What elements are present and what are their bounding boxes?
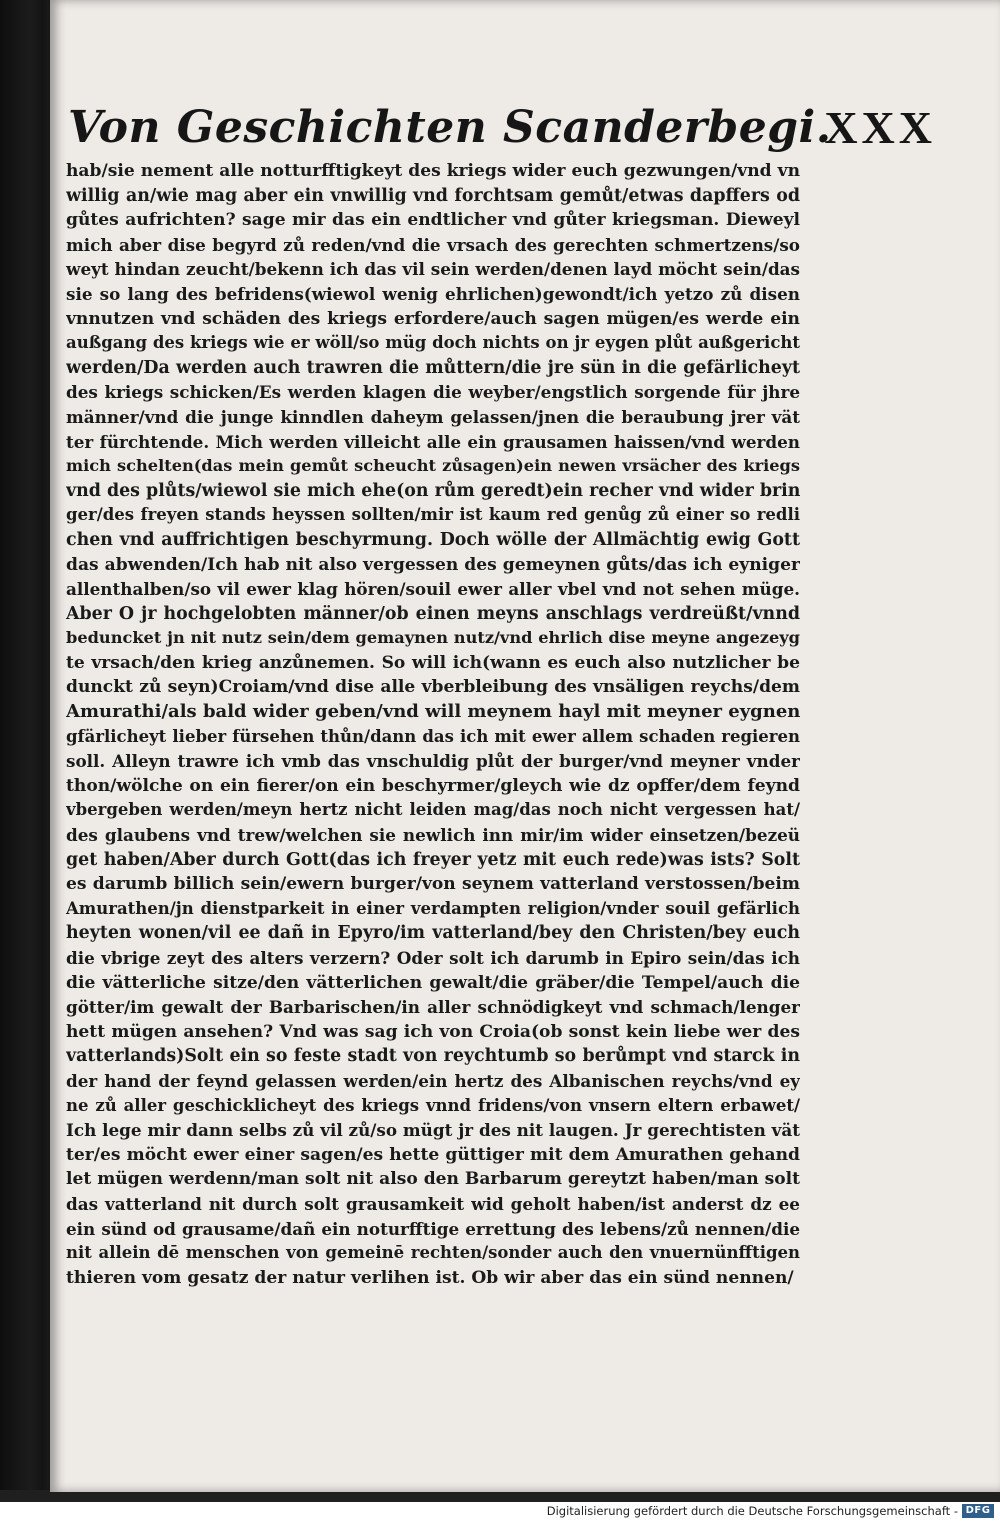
text-line: beduncket jn nit nutz sein/dem gemaynen nutz/vnd ehrlich dise meyne angezeyg xyxy=(66,628,800,648)
text-line: das abwenden/Ich hab nit also vergessen des gemeynen gůts/das ich eyniger xyxy=(66,554,800,575)
running-head-title: Von Geschichten Scanderbegi. xyxy=(68,102,832,153)
funding-credit: Digitalisierung gefördert durch die Deutsche Forschungsgemeinschaft - xyxy=(546,1504,958,1518)
text-line: let mügen werdenn/man solt nit also den Barbarum gereytzt haben/man solt xyxy=(66,1169,800,1190)
text-line: mich aber dise begyrd zů reden/vnd die vrsach des gerechten schmertzens/so xyxy=(66,234,800,255)
text-line: Amurathen/jn dienstparkeit in einer verdampten religion/vnder souil gefärlich xyxy=(66,898,800,918)
text-line: thon/wölche on ein fierer/on ein beschyrmer/gleych wie dz opffer/dem feynd xyxy=(66,775,800,796)
folio-number: XXX xyxy=(824,102,936,153)
text-line: sie so lang des befridens(wiewol wenig ehrlichen)gewondt/ich yetzo zů disen xyxy=(66,283,800,304)
text-line: ne zů aller geschicklicheyt des kriegs vnnd fridens/von vnsern eltern erbawet/ xyxy=(66,1095,800,1115)
text-line: allenthalben/so vil ewer klag hören/souil ewer aller vbel vnd not sehen müge. xyxy=(66,579,800,600)
text-line: vbergeben werden/meyn hertz nicht leiden mag/das noch nicht vergessen hat/ xyxy=(66,800,800,820)
body-text xyxy=(66,159,800,1290)
text-line: vnd des plůts/wiewol sie mich ehe(on rům geredt)ein recher vnd wider brin xyxy=(66,480,800,501)
text-line: dunckt zů seyn)Croiam/vnd dise alle vberbleibung des vnsäligen reychs/dem xyxy=(66,677,800,698)
text-line: werden/Da werden auch trawren die můttern/die jre sün in die gefärlicheyt xyxy=(66,357,800,378)
text-line: das vatterland nit durch solt grausamkeit wid geholt haben/ist anderst dz ee xyxy=(66,1193,800,1214)
text-line: ein sünd od grausame/dañ ein noturfftige errettung des lebens/zů nennen/die xyxy=(66,1218,800,1239)
dfg-logo-icon: DFG xyxy=(962,1504,994,1518)
text-line: des kriegs schicken/Es werden klagen die weyber/engstlich sorgende für jhre xyxy=(66,382,800,403)
text-line: willig an/wie mag aber ein vnwillig vnd forchtsam gemůt/etwas dapffers od xyxy=(66,185,800,206)
text-line: der hand der feynd gelassen werden/ein hertz des Albanischen reychs/vnd ey xyxy=(66,1070,800,1091)
text-line: ger/des freyen stands heyssen sollten/mir ist kaum red genůg zů einer so redli xyxy=(66,505,800,525)
text-line: außgang des kriegs wie er wöll/so müg doch nichts on jr eygen plůt außgericht xyxy=(66,333,800,353)
text-line: weyt hindan zeucht/bekenn ich das vil sein werden/denen layd möcht sein/das xyxy=(66,259,800,280)
text-line: hett mügen ansehen? Vnd was sag ich von Croia(ob sonst kein liebe wer des xyxy=(66,1021,800,1042)
digitization-footer xyxy=(0,1502,1000,1521)
running-head xyxy=(68,100,948,160)
text-line: heyten wonen/vil ee dañ in Epyro/im vatterland/bey den Christen/bey euch xyxy=(66,923,800,944)
text-line: die vätterliche sitze/den vätterlichen gewalt/die gräber/die Tempel/auch die xyxy=(66,972,800,993)
text-line: nit allein dē menschen von gemeinē rechten/sonder auch den vnuernünfftigen xyxy=(66,1243,800,1263)
text-line: götter/im gewalt der Barbarischen/in aller schnödigkeyt vnd schmach/lenger xyxy=(66,997,800,1018)
text-line: vatterlands)Solt ein so feste stadt von reychtumb so berůmpt vnd starck in xyxy=(66,1046,800,1067)
text-line: get haben/Aber durch Gott(das ich freyer yetz mit euch rede)was ists? Solt xyxy=(66,849,800,870)
text-line: ter fürchtende. Mich werden villeicht alle ein grausamen haissen/vnd werden xyxy=(66,431,800,452)
text-line: Aber O jr hochgelobten männer/ob einen meyns anschlags verdreüßt/vnnd xyxy=(66,603,800,624)
text-line: die vbrige zeyt des alters verzern? Oder solt ich darumb in Epiro sein/das ich xyxy=(66,948,800,968)
text-line: Amurathi/als bald wider geben/vnd will meynem hayl mit meyner eygnen xyxy=(66,701,800,723)
text-line: chen vnd auffrichtigen beschyrmung. Doch wölle der Allmächtig ewig Gott xyxy=(66,529,800,550)
text-line: vnnutzen vnd schäden des kriegs erfordere/auch sagen mügen/es werde ein xyxy=(66,308,800,329)
text-line: mich schelten(das mein gemůt scheucht zůsagen)ein newen vrsächer des kriegs xyxy=(66,456,800,476)
text-line: gůtes aufrichten? sage mir das ein endtlicher vnd gůter kriegsman. Dieweyl xyxy=(66,210,800,231)
text-line: männer/vnd die junge kinndlen daheym gelassen/jnen die beraubung jrer vät xyxy=(66,406,800,427)
text-line: ter/es möcht ewer einer sagen/es hette güttiger mit dem Amurathen gehand xyxy=(66,1144,800,1165)
text-line: es darumb billich sein/ewern burger/von seynem vatterland verstossen/beim xyxy=(66,874,800,895)
text-line: gfärlicheyt lieber fürsehen thůn/dann das ich mit ewer allem schaden regieren xyxy=(66,726,800,746)
text-line: Ich lege mir dann selbs zů vil zů/so mügt jr des nit laugen. Jr gerechtisten vät xyxy=(66,1120,800,1141)
text-line: des glaubens vnd trew/welchen sie newlich inn mir/im wider einsetzen/bezeü xyxy=(66,825,800,846)
text-line: hab/sie nement alle notturfftigkeyt des kriegs wider euch gezwungen/vnd vn xyxy=(66,161,800,181)
text-line: te vrsach/den krieg anzůnemen. So will ich(wann es euch also nutzlicher be xyxy=(66,652,800,673)
text-line: soll. Alleyn trawre ich vmb das vnschuldig plůt der burger/vnd meyner vnder xyxy=(66,751,800,772)
text-line: thieren vom gesatz der natur verlihen ist. Ob wir aber das ein sünd nennen/ xyxy=(66,1267,794,1288)
